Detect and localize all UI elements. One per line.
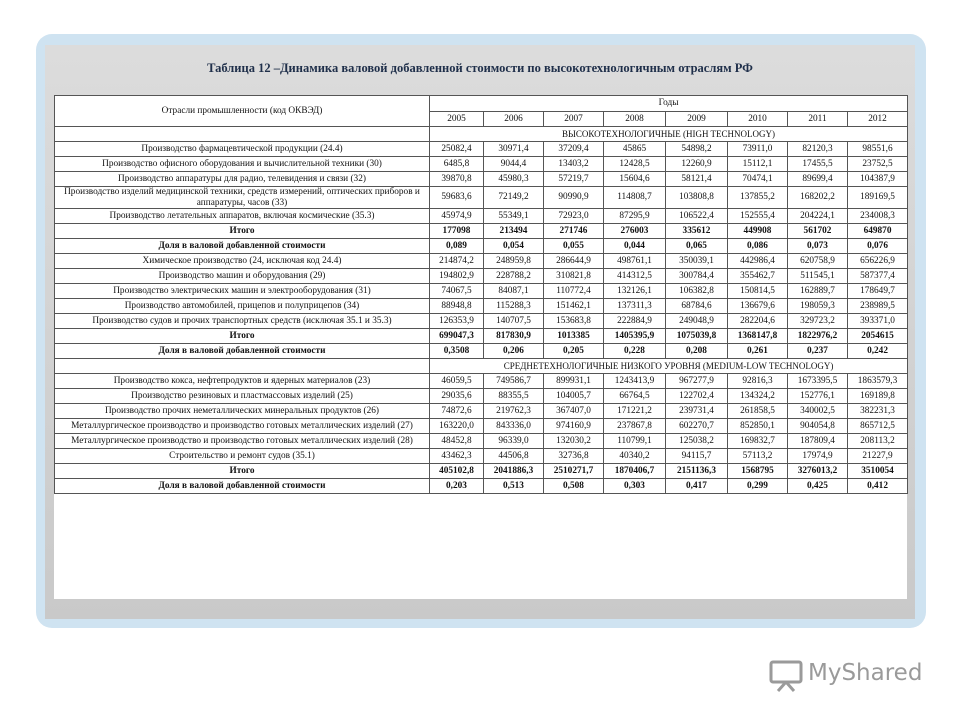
value-cell: 58121,4 <box>666 172 728 187</box>
value-cell: 967277,9 <box>666 374 728 389</box>
value-cell: 1075039,8 <box>666 329 728 344</box>
year-header: 2009 <box>666 111 728 127</box>
value-cell: 37209,4 <box>544 142 604 157</box>
table-container <box>54 95 907 599</box>
value-cell: 2041886,3 <box>484 464 544 479</box>
value-cell: 17974,9 <box>788 449 848 464</box>
value-cell: 219762,3 <box>484 404 544 419</box>
table-row <box>55 479 908 494</box>
value-cell: 0,261 <box>728 344 788 359</box>
table-row <box>55 329 908 344</box>
value-cell: 132030,2 <box>544 434 604 449</box>
year-header: 2012 <box>848 111 908 127</box>
value-cell: 1673395,5 <box>788 374 848 389</box>
value-cell: 1368147,8 <box>728 329 788 344</box>
value-cell: 171221,2 <box>604 404 666 419</box>
value-cell: 0,044 <box>604 239 666 254</box>
year-header: 2007 <box>544 111 604 127</box>
row-label: Производство прочих неметаллических минеральных продуктов (26) <box>55 404 430 419</box>
value-cell: 29035,6 <box>430 389 484 404</box>
value-cell: 1405395,9 <box>604 329 666 344</box>
table-row <box>55 239 908 254</box>
row-label: Доля в валовой добавленной стоимости <box>55 344 430 359</box>
value-cell: 310821,8 <box>544 269 604 284</box>
value-cell: 74872,6 <box>430 404 484 419</box>
table-row <box>55 254 908 269</box>
value-cell: 25082,4 <box>430 142 484 157</box>
value-cell: 1568795 <box>728 464 788 479</box>
value-cell: 1013385 <box>544 329 604 344</box>
value-cell: 222884,9 <box>604 314 666 329</box>
value-cell: 286644,9 <box>544 254 604 269</box>
value-cell: 74067,5 <box>430 284 484 299</box>
value-cell: 587377,4 <box>848 269 908 284</box>
value-cell: 228788,2 <box>484 269 544 284</box>
row-label: Доля в валовой добавленной стоимости <box>55 479 430 494</box>
table-row <box>55 172 908 187</box>
value-cell: 214874,2 <box>430 254 484 269</box>
value-cell: 104387,9 <box>848 172 908 187</box>
value-cell: 72923,0 <box>544 209 604 224</box>
value-cell: 54898,2 <box>666 142 728 157</box>
value-cell: 367407,0 <box>544 404 604 419</box>
table-row <box>55 142 908 157</box>
value-cell: 2151136,3 <box>666 464 728 479</box>
value-cell: 656226,9 <box>848 254 908 269</box>
table-row <box>55 464 908 479</box>
empty-cell <box>55 359 430 374</box>
value-cell: 140707,5 <box>484 314 544 329</box>
value-cell: 137311,3 <box>604 299 666 314</box>
value-cell: 405102,8 <box>430 464 484 479</box>
value-cell: 1863579,3 <box>848 374 908 389</box>
value-cell: 0,303 <box>604 479 666 494</box>
value-cell: 0,073 <box>788 239 848 254</box>
value-cell: 1243413,9 <box>604 374 666 389</box>
value-cell: 498761,1 <box>604 254 666 269</box>
value-cell: 125038,2 <box>666 434 728 449</box>
row-label: Производство электрических машин и электрооборудования (31) <box>55 284 430 299</box>
value-cell: 106382,8 <box>666 284 728 299</box>
table-row <box>55 404 908 419</box>
value-cell: 137855,2 <box>728 187 788 209</box>
value-cell: 3510054 <box>848 464 908 479</box>
value-cell: 282204,6 <box>728 314 788 329</box>
value-cell: 39870,8 <box>430 172 484 187</box>
row-label: Производство резиновых и пластмассовых изделий (25) <box>55 389 430 404</box>
value-cell: 843336,0 <box>484 419 544 434</box>
value-cell: 249048,9 <box>666 314 728 329</box>
table-row <box>55 344 908 359</box>
value-cell: 414312,5 <box>604 269 666 284</box>
table-row <box>55 434 908 449</box>
value-cell: 98551,6 <box>848 142 908 157</box>
value-cell: 45865 <box>604 142 666 157</box>
value-cell: 168202,2 <box>788 187 848 209</box>
data-table <box>54 95 908 494</box>
myshared-logo <box>768 656 938 696</box>
year-header: 2006 <box>484 111 544 127</box>
value-cell: 88948,8 <box>430 299 484 314</box>
value-cell: 87295,9 <box>604 209 666 224</box>
value-cell: 904054,8 <box>788 419 848 434</box>
value-cell: 153683,8 <box>544 314 604 329</box>
value-cell: 0,208 <box>666 344 728 359</box>
value-cell: 110772,4 <box>544 284 604 299</box>
value-cell: 68784,6 <box>666 299 728 314</box>
value-cell: 0,089 <box>430 239 484 254</box>
row-label: Производство автомобилей, прицепов и полуприцепов (34) <box>55 299 430 314</box>
value-cell: 89699,4 <box>788 172 848 187</box>
table-row <box>55 187 908 209</box>
value-cell: 1870406,7 <box>604 464 666 479</box>
row-label: Металлургическое производство и производство готовых металлических изделий (27) <box>55 419 430 434</box>
value-cell: 213494 <box>484 224 544 239</box>
years-header: Годы <box>430 96 908 112</box>
table-row <box>55 224 908 239</box>
value-cell: 132126,1 <box>604 284 666 299</box>
value-cell: 0,205 <box>544 344 604 359</box>
value-cell: 449908 <box>728 224 788 239</box>
table-row <box>55 314 908 329</box>
row-label: Металлургическое производство и производство готовых металлических изделий (28) <box>55 434 430 449</box>
value-cell: 115288,3 <box>484 299 544 314</box>
value-cell: 0,206 <box>484 344 544 359</box>
value-cell: 271746 <box>544 224 604 239</box>
value-cell: 239731,4 <box>666 404 728 419</box>
value-cell: 30971,4 <box>484 142 544 157</box>
value-cell: 0,086 <box>728 239 788 254</box>
value-cell: 817830,9 <box>484 329 544 344</box>
value-cell: 21227,9 <box>848 449 908 464</box>
value-cell: 88355,5 <box>484 389 544 404</box>
value-cell: 70474,1 <box>728 172 788 187</box>
value-cell: 187809,4 <box>788 434 848 449</box>
year-header: 2010 <box>728 111 788 127</box>
row-label: Производство машин и оборудования (29) <box>55 269 430 284</box>
value-cell: 40340,2 <box>604 449 666 464</box>
value-cell: 178649,7 <box>848 284 908 299</box>
value-cell: 96339,0 <box>484 434 544 449</box>
value-cell: 44506,8 <box>484 449 544 464</box>
value-cell: 90990,9 <box>544 187 604 209</box>
value-cell: 0,3508 <box>430 344 484 359</box>
value-cell: 66764,5 <box>604 389 666 404</box>
table-row <box>55 299 908 314</box>
industry-header: Отрасли промышленности (код ОКВЭД) <box>55 96 430 127</box>
value-cell: 238989,5 <box>848 299 908 314</box>
value-cell: 152776,1 <box>788 389 848 404</box>
value-cell: 57113,2 <box>728 449 788 464</box>
value-cell: 276003 <box>604 224 666 239</box>
section-header-row <box>55 359 908 374</box>
value-cell: 57219,7 <box>544 172 604 187</box>
value-cell: 0,054 <box>484 239 544 254</box>
value-cell: 122702,4 <box>666 389 728 404</box>
value-cell: 3276013,2 <box>788 464 848 479</box>
table-row <box>55 389 908 404</box>
value-cell: 0,065 <box>666 239 728 254</box>
empty-cell <box>55 127 430 142</box>
value-cell: 163220,0 <box>430 419 484 434</box>
table-title: Таблица 12 –Динамика валовой добавленной стоимости по высокотехнологичным отраслям РФ <box>207 61 753 75</box>
value-cell: 151462,1 <box>544 299 604 314</box>
row-label: Итого <box>55 224 430 239</box>
value-cell: 329723,2 <box>788 314 848 329</box>
value-cell: 15604,6 <box>604 172 666 187</box>
value-cell: 194802,9 <box>430 269 484 284</box>
value-cell: 561702 <box>788 224 848 239</box>
value-cell: 126353,9 <box>430 314 484 329</box>
value-cell: 13403,2 <box>544 157 604 172</box>
table-row <box>55 269 908 284</box>
value-cell: 0,508 <box>544 479 604 494</box>
value-cell: 382231,3 <box>848 404 908 419</box>
value-cell: 150814,5 <box>728 284 788 299</box>
value-cell: 237867,8 <box>604 419 666 434</box>
value-cell: 103808,8 <box>666 187 728 209</box>
row-label: Производство фармацевтической продукции (24.4) <box>55 142 430 157</box>
value-cell: 899931,1 <box>544 374 604 389</box>
header-row <box>55 96 908 112</box>
value-cell: 169832,7 <box>728 434 788 449</box>
value-cell: 0,425 <box>788 479 848 494</box>
value-cell: 442986,4 <box>728 254 788 269</box>
value-cell: 0,076 <box>848 239 908 254</box>
value-cell: 204224,1 <box>788 209 848 224</box>
section-label: ВЫСОКОТЕХНОЛОГИЧНЫЕ (HIGH TECHNOLOGY) <box>430 127 908 142</box>
row-label: Производство кокса, нефтепродуктов и ядерных материалов (23) <box>55 374 430 389</box>
value-cell: 355462,7 <box>728 269 788 284</box>
row-label: Производство аппаратуры для радио, телевидения и связи (32) <box>55 172 430 187</box>
value-cell: 0,055 <box>544 239 604 254</box>
value-cell: 0,299 <box>728 479 788 494</box>
value-cell: 1822976,2 <box>788 329 848 344</box>
slide <box>45 45 915 619</box>
value-cell: 59683,6 <box>430 187 484 209</box>
row-label: Производство летательных аппаратов, включая космические (35.3) <box>55 209 430 224</box>
value-cell: 0,412 <box>848 479 908 494</box>
value-cell: 974160,9 <box>544 419 604 434</box>
value-cell: 865712,5 <box>848 419 908 434</box>
table-row <box>55 284 908 299</box>
row-label: Производство изделий медицинской техники, средств измерений, оптических приборов и аппаратуры, часов (33) <box>55 187 430 209</box>
value-cell: 46059,5 <box>430 374 484 389</box>
row-label: Доля в валовой добавленной стоимости <box>55 239 430 254</box>
value-cell: 72149,2 <box>484 187 544 209</box>
row-label: Строительство и ремонт судов (35.1) <box>55 449 430 464</box>
row-label: Производство судов и прочих транспортных средств (исключая 35.1 и 35.3) <box>55 314 430 329</box>
value-cell: 48452,8 <box>430 434 484 449</box>
value-cell: 261858,5 <box>728 404 788 419</box>
logo-text: MyShared <box>808 660 923 686</box>
table-row <box>55 449 908 464</box>
value-cell: 0,242 <box>848 344 908 359</box>
value-cell: 198059,3 <box>788 299 848 314</box>
value-cell: 2510271,7 <box>544 464 604 479</box>
year-header: 2005 <box>430 111 484 127</box>
value-cell: 9044,4 <box>484 157 544 172</box>
value-cell: 134324,2 <box>728 389 788 404</box>
value-cell: 32736,8 <box>544 449 604 464</box>
value-cell: 92816,3 <box>728 374 788 389</box>
value-cell: 12428,5 <box>604 157 666 172</box>
row-label: Производство офисного оборудования и вычислительной техники (30) <box>55 157 430 172</box>
value-cell: 55349,1 <box>484 209 544 224</box>
value-cell: 152555,4 <box>728 209 788 224</box>
value-cell: 649870 <box>848 224 908 239</box>
value-cell: 23752,5 <box>848 157 908 172</box>
value-cell: 104005,7 <box>544 389 604 404</box>
value-cell: 162889,7 <box>788 284 848 299</box>
year-header: 2011 <box>788 111 848 127</box>
value-cell: 0,203 <box>430 479 484 494</box>
value-cell: 602270,7 <box>666 419 728 434</box>
value-cell: 852850,1 <box>728 419 788 434</box>
value-cell: 6485,8 <box>430 157 484 172</box>
value-cell: 699047,3 <box>430 329 484 344</box>
row-label: Химическое производство (24, исключая код 24.4) <box>55 254 430 269</box>
value-cell: 234008,3 <box>848 209 908 224</box>
value-cell: 136679,6 <box>728 299 788 314</box>
table-row <box>55 157 908 172</box>
value-cell: 45974,9 <box>430 209 484 224</box>
value-cell: 511545,1 <box>788 269 848 284</box>
row-label: Итого <box>55 464 430 479</box>
table-row <box>55 419 908 434</box>
value-cell: 208113,2 <box>848 434 908 449</box>
projector-screen-icon <box>768 660 804 692</box>
value-cell: 300784,4 <box>666 269 728 284</box>
section-header-row <box>55 127 908 142</box>
value-cell: 0,237 <box>788 344 848 359</box>
value-cell: 15112,1 <box>728 157 788 172</box>
value-cell: 0,513 <box>484 479 544 494</box>
value-cell: 340002,5 <box>788 404 848 419</box>
value-cell: 73911,0 <box>728 142 788 157</box>
value-cell: 94115,7 <box>666 449 728 464</box>
value-cell: 106522,4 <box>666 209 728 224</box>
value-cell: 248959,8 <box>484 254 544 269</box>
value-cell: 169189,8 <box>848 389 908 404</box>
year-header: 2008 <box>604 111 666 127</box>
row-label: Итого <box>55 329 430 344</box>
value-cell: 0,417 <box>666 479 728 494</box>
value-cell: 2054615 <box>848 329 908 344</box>
value-cell: 350039,1 <box>666 254 728 269</box>
table-row <box>55 209 908 224</box>
table-row <box>55 374 908 389</box>
value-cell: 110799,1 <box>604 434 666 449</box>
value-cell: 84087,1 <box>484 284 544 299</box>
value-cell: 393371,0 <box>848 314 908 329</box>
value-cell: 45980,3 <box>484 172 544 187</box>
value-cell: 177098 <box>430 224 484 239</box>
value-cell: 114808,7 <box>604 187 666 209</box>
section-label: СРЕДНЕТЕХНОЛОГИЧНЫЕ НИЗКОГО УРОВНЯ (MEDIUM-LOW TECHNOLOGY) <box>430 359 908 374</box>
value-cell: 17455,5 <box>788 157 848 172</box>
value-cell: 189169,5 <box>848 187 908 209</box>
value-cell: 12260,9 <box>666 157 728 172</box>
value-cell: 43462,3 <box>430 449 484 464</box>
value-cell: 335612 <box>666 224 728 239</box>
value-cell: 0,228 <box>604 344 666 359</box>
value-cell: 749586,7 <box>484 374 544 389</box>
value-cell: 82120,3 <box>788 142 848 157</box>
value-cell: 620758,9 <box>788 254 848 269</box>
